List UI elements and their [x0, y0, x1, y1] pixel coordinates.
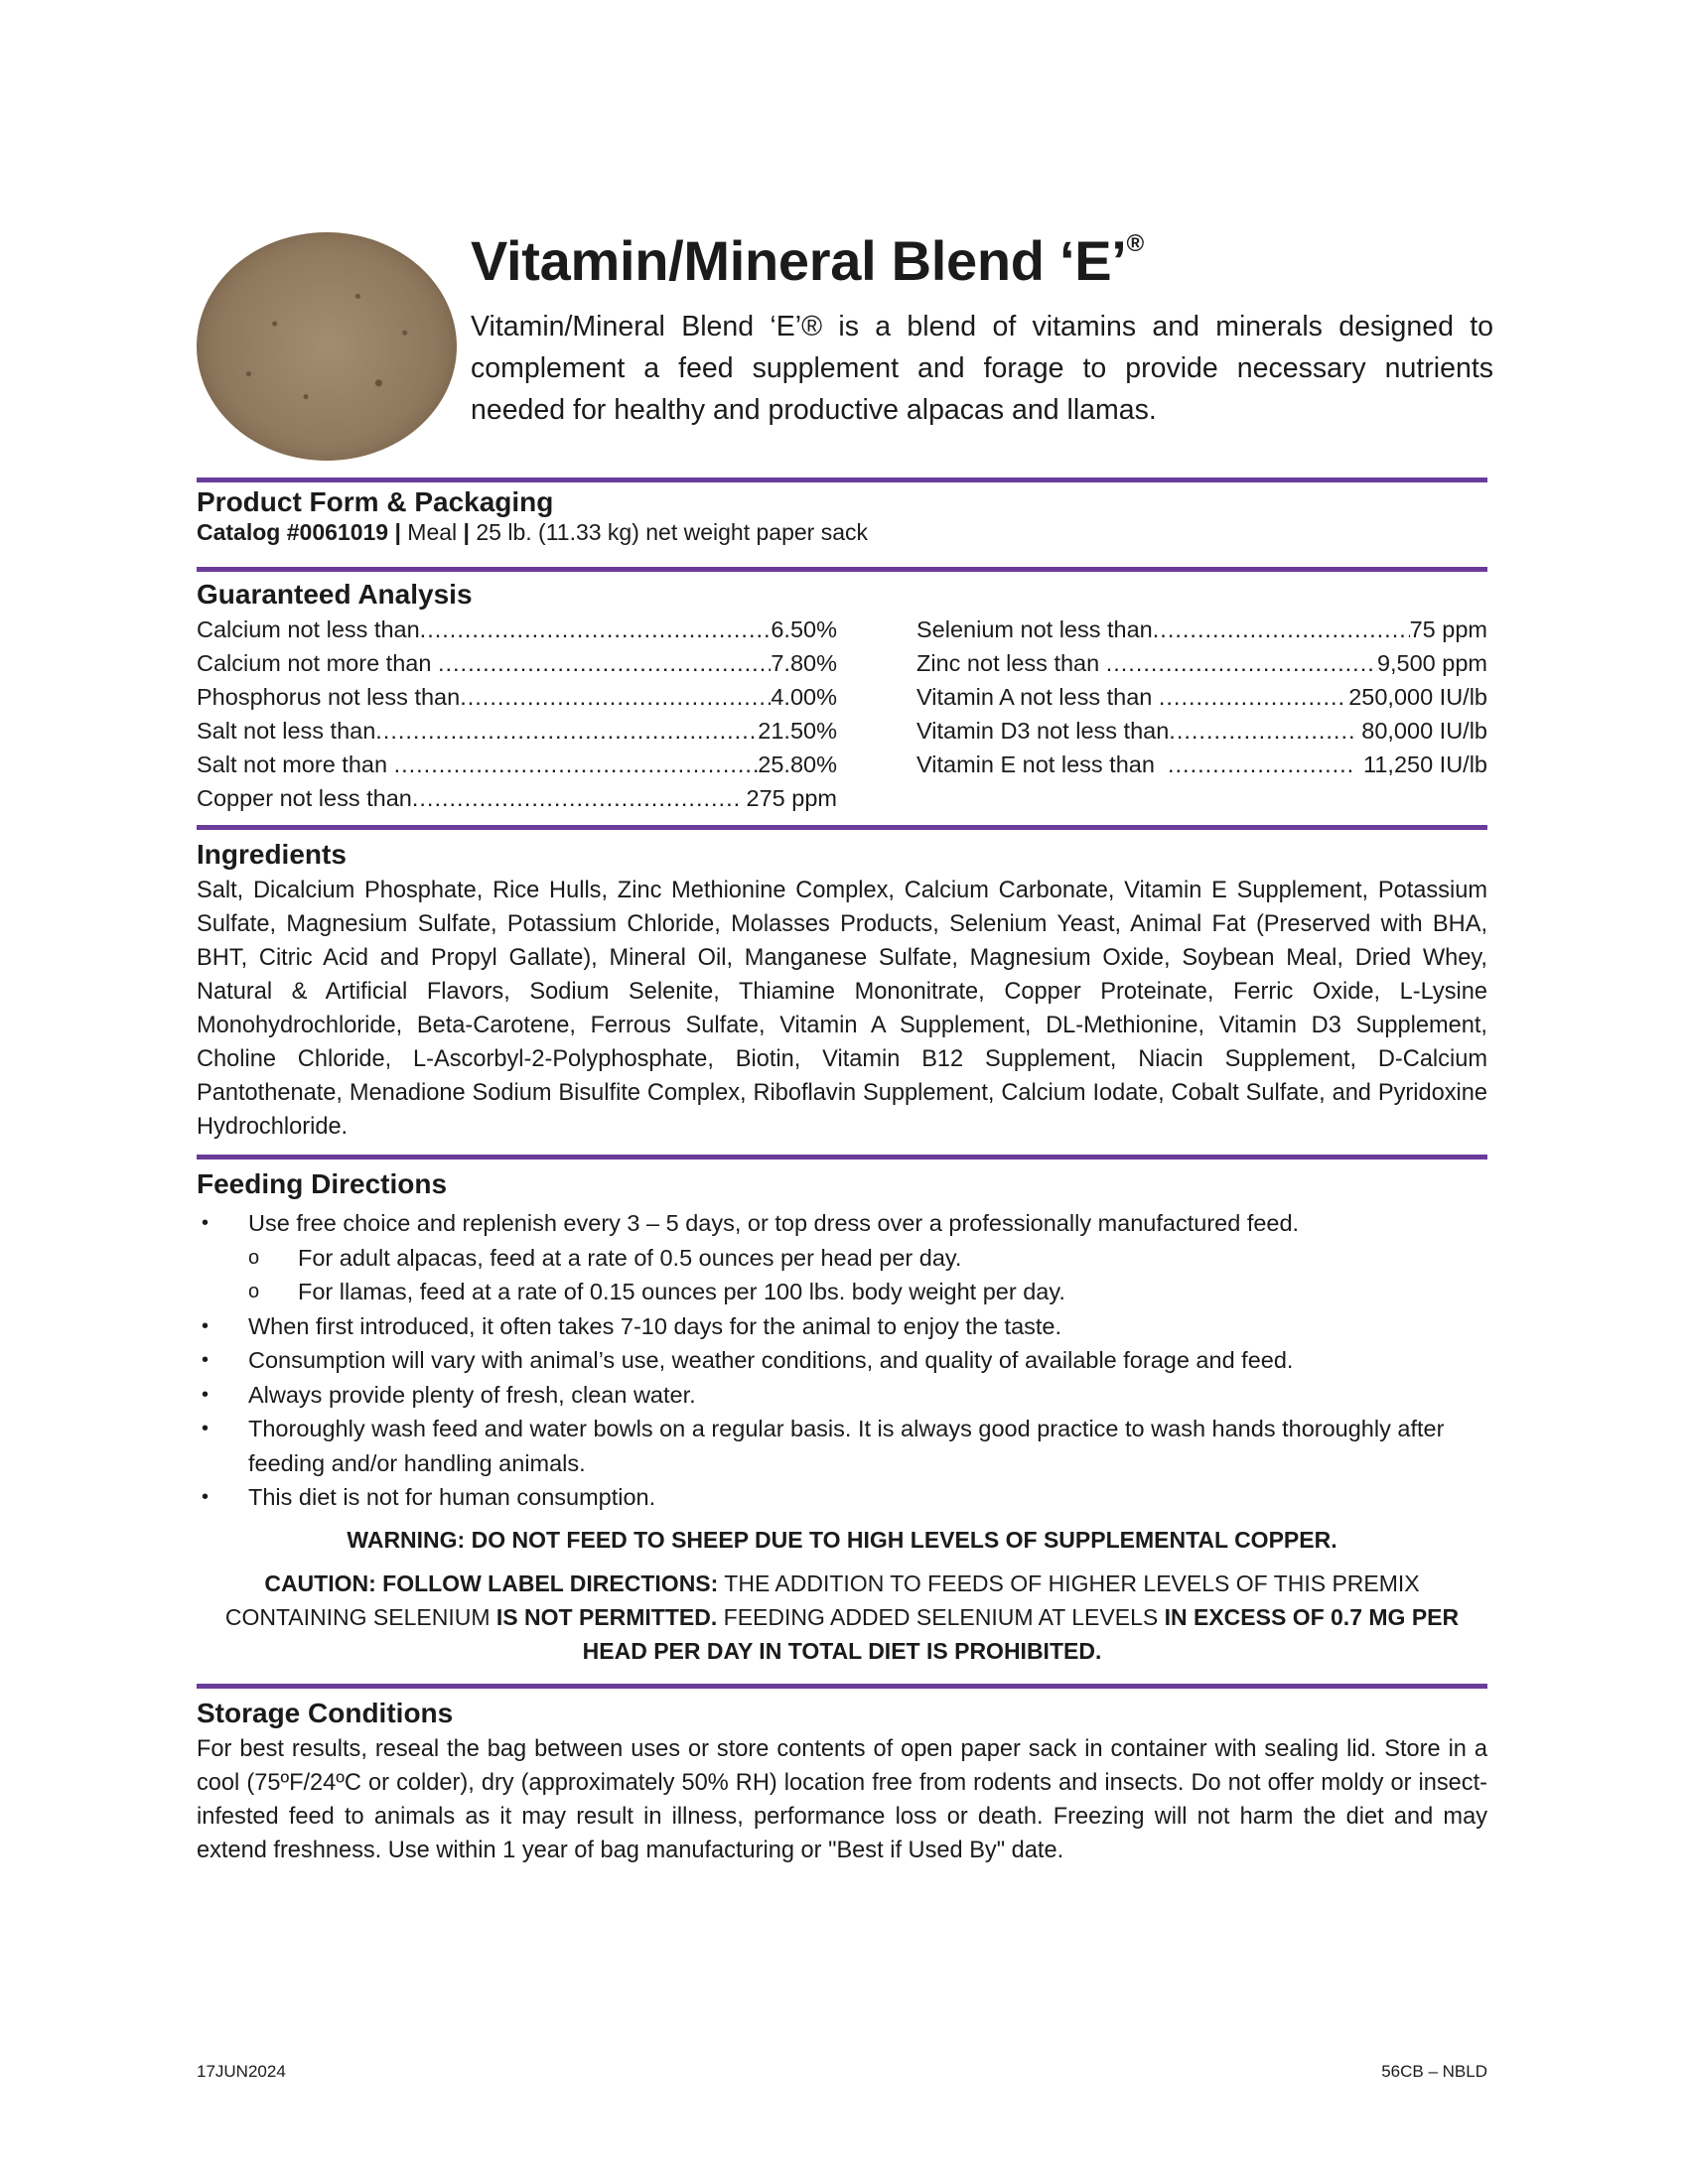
dot-leader [1168, 748, 1357, 781]
analysis-label: Vitamin D3 not less than [916, 718, 1170, 744]
analysis-value: 75 ppm [1409, 616, 1487, 642]
analysis-row [916, 646, 1487, 680]
analysis-value: 11,250 IU/lb [1356, 751, 1487, 777]
analysis-column-left [197, 613, 837, 815]
storage-heading: Storage Conditions [197, 1698, 454, 1728]
packaging-line [197, 519, 868, 546]
sub-list-item [197, 1241, 1497, 1276]
analysis-row [916, 714, 1487, 748]
feeding-directions [197, 1206, 1497, 1515]
analysis-row [197, 646, 837, 680]
list-item-text: Consumption will vary with animal’s use, weather conditions, and quality of available forage and feed. [248, 1347, 1294, 1373]
analysis-value: 4.00% [771, 684, 837, 710]
analysis-column-right [916, 613, 1487, 781]
list-item-text: Use free choice and replenish every 3 – 5 days, or top dress over a professionally manufactured feed. [248, 1210, 1300, 1236]
sub-bullet: o [248, 1281, 260, 1302]
bullet: • [202, 1383, 210, 1406]
list-item-text: Always provide plenty of fresh, clean water. [248, 1381, 696, 1408]
bullet: • [202, 1486, 210, 1508]
dot-leader [420, 613, 772, 646]
list-item [197, 1480, 1497, 1515]
analysis-label: Vitamin A not less than [916, 684, 1159, 710]
list-item [197, 1309, 1497, 1344]
dot-leader [412, 781, 740, 815]
section-divider [197, 567, 1487, 572]
list-item [197, 1378, 1497, 1413]
analysis-label: Salt not more than [197, 751, 394, 777]
package-description: 25 lb. (11.33 kg) net weight paper sack [476, 519, 869, 545]
analysis-value: 25.80% [758, 751, 837, 777]
analysis-heading: Guaranteed Analysis [197, 579, 473, 610]
dot-leader [394, 748, 759, 781]
dot-leader [1159, 680, 1342, 714]
analysis-value: 7.80% [771, 650, 837, 676]
analysis-label: Copper not less than [197, 785, 412, 811]
caution-text: THE ADDITION TO FEEDS OF HIGHER LEVELS OF THIS PREMIX CONTAINING SELENIUM [224, 1570, 1420, 1630]
selenium-caution [197, 1567, 1487, 1668]
analysis-row [916, 613, 1487, 646]
analysis-value: 6.50% [771, 616, 837, 642]
list-item-text: For llamas, feed at a rate of 0.15 ounces per 100 lbs. body weight per day. [298, 1279, 1065, 1304]
caution-emphasis: IS NOT PERMITTED. [495, 1604, 718, 1630]
product-header [197, 228, 1493, 467]
analysis-value: 80,000 IU/lb [1354, 718, 1487, 744]
ingredients-heading: Ingredients [197, 839, 347, 870]
analysis-row [197, 748, 837, 781]
analysis-row [197, 714, 837, 748]
analysis-row [197, 781, 837, 815]
bullet: • [202, 1349, 210, 1371]
ingredients-list: Salt, Dicalcium Phosphate, Rice Hulls, Zinc Methionine Complex, Calcium Carbonate, Vitamin E Supplement, Potassium Sulfate, Magnesium Sulfate, Potassium Chloride, Molasses Products, Selenium Yeast, Animal Fat (Preserved with BHA, BHT, Citric Acid and Propyl Gallate), Mineral Oil, Manganese Sulfate, Magnesium Oxide, Soybean Meal, Dried Whey, Natural & Artificial Flavors, Sodium Selenite, Thiamine Mononitrate, Copper Proteinate, Ferric Oxide, L-Lysine Monohydrochloride, Beta-Carotene, Ferrous Sulfate, Vitamin A Supplement, DL-Methionine, Vitamin D3 Supplement, Choline Chloride, L-Ascorbyl-2-Polyphosphate, Biotin, Vitamin B12 Supplement, Niacin Supplement, D-Calcium Pantothenate, Menadione Sodium Bisulfite Complex, Riboflavin Supplement, Calcium Iodate, Cobalt Sulfate, and Pyridoxine Hydrochloride. [197, 878, 1487, 1140]
registered-mark: ® [1126, 230, 1144, 257]
packaging-heading: Product Form & Packaging [197, 486, 554, 517]
product-intro: Vitamin/Mineral Blend ‘E’® is a blend of vitamins and minerals designed to complement a feed supplement and forage to provide necessary nutrients needed for healthy and productive alpacas and llamas. [471, 311, 1493, 426]
analysis-label: Zinc not less than [916, 650, 1106, 676]
list-item [197, 1343, 1497, 1378]
list-item-text: For adult alpacas, feed at a rate of 0.5 ounces per head per day. [298, 1244, 962, 1271]
analysis-row [197, 613, 837, 646]
analysis-value: 275 ppm [740, 785, 837, 811]
feeding-heading: Feeding Directions [197, 1168, 448, 1199]
dot-leader [1169, 714, 1354, 748]
page-title [471, 228, 1144, 293]
separator: | [388, 519, 408, 545]
analysis-label: Salt not less than [197, 718, 376, 744]
product-form: Meal [407, 519, 458, 545]
section-divider [197, 478, 1487, 482]
section-divider [197, 1155, 1487, 1160]
analysis-row [916, 680, 1487, 714]
list-item-text: This diet is not for human consumption. [248, 1484, 656, 1510]
analysis-label: Calcium not less than [197, 616, 420, 642]
title-text: Vitamin/Mineral Blend ‘E’ [471, 229, 1127, 292]
sub-list-item [197, 1275, 1497, 1309]
analysis-label: Selenium not less than [916, 616, 1153, 642]
caution-text: FEEDING ADDED SELENIUM AT LEVELS [717, 1604, 1165, 1630]
dot-leader [460, 680, 771, 714]
analysis-row [197, 680, 837, 714]
separator: | [457, 519, 477, 545]
footer-date: 17JUN2024 [197, 2062, 286, 2081]
sub-bullet: o [248, 1246, 260, 1269]
analysis-label: Phosphorus not less than [197, 684, 461, 710]
bullet: • [202, 1314, 210, 1337]
section-divider [197, 825, 1487, 830]
bullet: • [202, 1418, 210, 1439]
list-item-text: Thoroughly wash feed and water bowls on a regular basis. It is always good practice to wash hands thoroughly after feeding and/or handling animals. [248, 1416, 1445, 1476]
dot-leader [438, 646, 771, 680]
analysis-value: 9,500 ppm [1376, 650, 1487, 676]
analysis-label: Calcium not more than [197, 650, 438, 676]
bullet: • [202, 1212, 210, 1234]
list-item [197, 1412, 1497, 1480]
dot-leader [375, 714, 758, 748]
storage-text: For best results, reseal the bag between uses or store contents of open paper sack in container with sealing lid. Store in a cool (75ºF/24ºC or colder), dry (approximately 50% RH) location free from rodents and insects. Do not offer moldy or insect-infested feed to animals as it may result in illness, performance loss or death. Freezing will not harm the diet and may extend freshness. Use within 1 year of bag manufacturing or "Best if Used By" date. [197, 1736, 1487, 1863]
footer-code: 56CB – NBLD [1381, 2062, 1487, 2081]
analysis-value: 250,000 IU/lb [1341, 684, 1487, 710]
copper-warning: WARNING: DO NOT FEED TO SHEEP DUE TO HIGH LEVELS OF SUPPLEMENTAL COPPER. [347, 1527, 1337, 1553]
product-meal-photo [197, 232, 457, 461]
caution-lead: CAUTION: FOLLOW LABEL DIRECTIONS: [264, 1570, 719, 1596]
dot-leader [1106, 646, 1377, 680]
section-divider [197, 1684, 1487, 1689]
analysis-row [916, 748, 1487, 781]
analysis-label: Vitamin E not less than [916, 751, 1168, 777]
list-item [197, 1206, 1497, 1241]
analysis-value: 21.50% [758, 718, 837, 744]
list-item-text: When first introduced, it often takes 7-10 days for the animal to enjoy the taste. [248, 1312, 1062, 1339]
caution-emphasis: IN EXCESS OF 0.7 MG PER HEAD PER DAY IN TOTAL DIET IS PROHIBITED. [582, 1604, 1460, 1664]
catalog-number: Catalog #0061019 [197, 519, 389, 545]
dot-leader [1153, 613, 1410, 646]
